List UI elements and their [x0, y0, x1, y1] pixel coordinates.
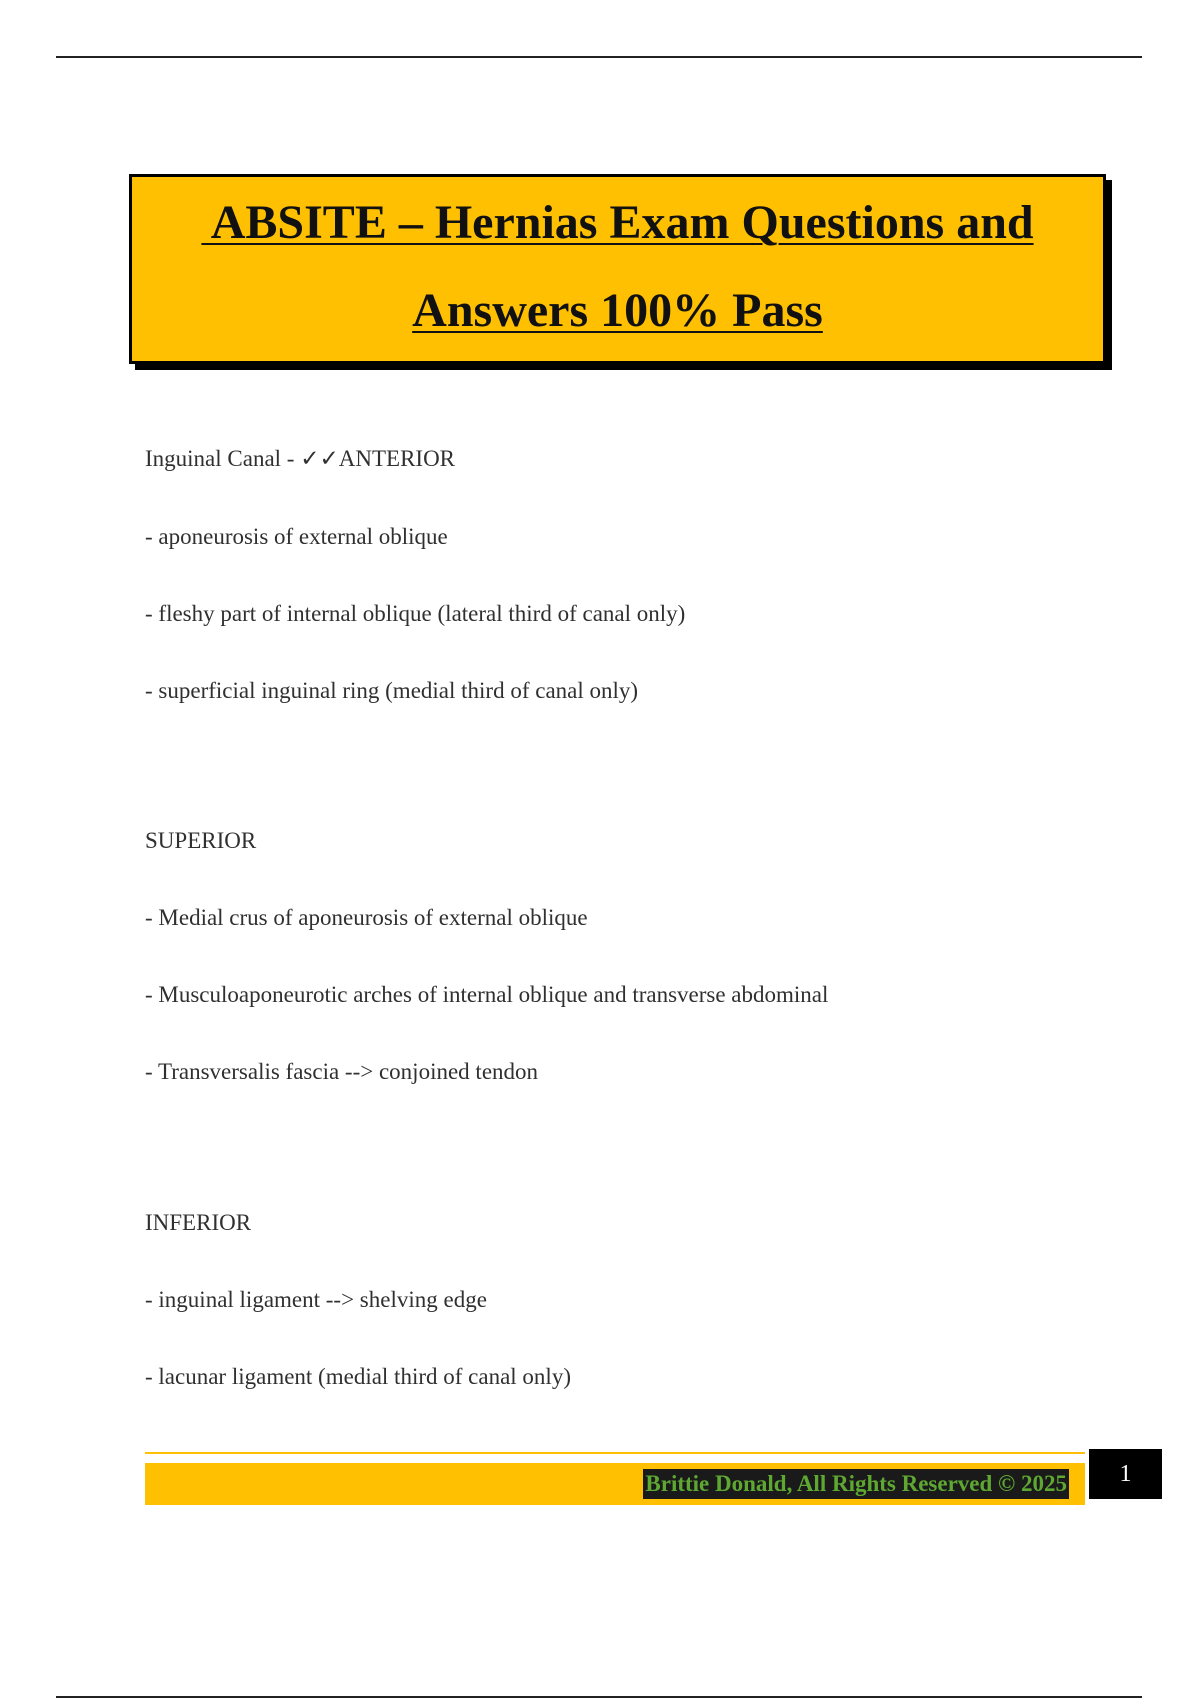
- footer-rule: [145, 1452, 1085, 1454]
- footer-copyright: Brittie Donald, All Rights Reserved © 2025: [643, 1469, 1069, 1499]
- list-item: - superficial inguinal ring (medial third of canal only): [145, 678, 639, 703]
- list-item: - lacunar ligament (medial third of canal only): [145, 1364, 571, 1389]
- top-rule: [56, 56, 1142, 58]
- title-line-1: ABSITE – Hernias Exam Questions and: [201, 196, 1034, 249]
- title-box: [129, 174, 1106, 364]
- list-item: - Medial crus of aponeurosis of external oblique: [145, 905, 588, 930]
- list-item: - inguinal ligament --> shelving edge: [145, 1287, 487, 1312]
- title-line-2: Answers 100% Pass: [412, 284, 823, 337]
- section-heading-inferior: INFERIOR: [145, 1210, 252, 1235]
- section-heading-anterior: Inguinal Canal - ✓✓ANTERIOR: [145, 446, 456, 471]
- list-item: - aponeurosis of external oblique: [145, 524, 448, 549]
- section-heading-superior: SUPERIOR: [145, 828, 257, 853]
- list-item: - Transversalis fascia --> conjoined tendon: [145, 1059, 539, 1084]
- footer-band: [145, 1463, 1085, 1505]
- list-item: - fleshy part of internal oblique (lateral third of canal only): [145, 601, 686, 626]
- bottom-rule: [56, 1696, 1142, 1698]
- page-number: 1: [1089, 1449, 1162, 1499]
- list-item: - Musculoaponeurotic arches of internal oblique and transverse abdominal: [145, 982, 829, 1007]
